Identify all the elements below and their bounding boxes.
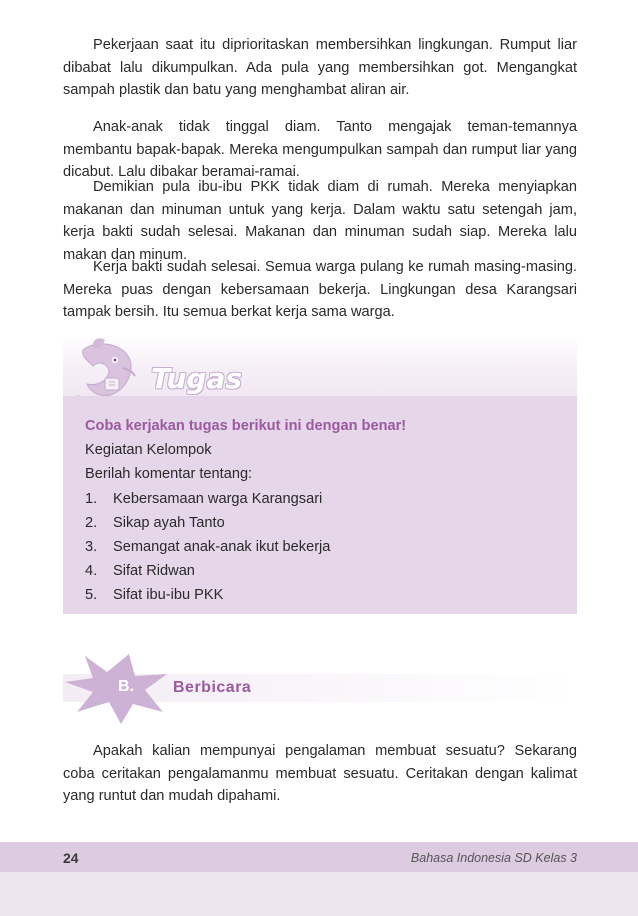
paragraph-1 (63, 34, 577, 102)
tugas-box (63, 396, 577, 614)
paragraph-3 (63, 176, 577, 266)
tugas-intro: Berilah komentar tentang: (85, 466, 253, 482)
tugas-item-number: 2. (85, 515, 98, 531)
paragraph-4 (63, 256, 577, 324)
paragraph-2 (63, 116, 577, 184)
paragraph-1-text: Pekerjaan saat itu diprioritaskan membersihkan lingkungan. Rumput liar dibabat lalu dikumpulkan. Ada pula yang membersihkan got. Mengangkat sampah plastik dan batu yang menghambat aliran air. (63, 37, 577, 99)
tugas-item-number: 1. (85, 491, 98, 507)
tugas-banner-label: Tugas (151, 362, 243, 395)
section-b-header (63, 652, 577, 724)
tugas-item (85, 563, 195, 579)
tugas-item-number: 4. (85, 563, 98, 579)
page-footer (0, 842, 638, 916)
tugas-item-text: Kebersamaan warga Karangsari (113, 491, 323, 507)
tugas-subtitle: Kegiatan Kelompok (85, 442, 212, 458)
tugas-item (85, 515, 225, 531)
tugas-item (85, 491, 322, 507)
footer-band-lower (0, 872, 638, 916)
tugas-item-text: Sifat Ridwan (113, 563, 195, 579)
tugas-item-text: Sifat ibu-ibu PKK (113, 587, 224, 603)
tugas-title: Coba kerjakan tugas berikut ini dengan benar! (85, 418, 407, 434)
paragraph-4-text: Kerja bakti sudah selesai. Semua warga pulang ke rumah masing-masing. Mereka puas dengan kebersamaan bekerja. Lingkungan desa Karangsari tampak bersih. Itu semua berkat kerja sama warga. (63, 259, 577, 321)
paragraph-2-text: Anak-anak tidak tinggal diam. Tanto mengajak teman-temannya membantu bapak-bapak. Mereka mengumpulkan sampah dan rumput liar yang dicabut. Lalu dibakar beramai-ramai. (63, 119, 577, 181)
tugas-item (85, 539, 330, 555)
tugas-item-text: Sikap ayah Tanto (113, 515, 225, 531)
section-b-letter: B. (118, 678, 134, 695)
tugas-item-text: Semangat anak-anak ikut bekerja (113, 539, 331, 555)
tugas-item-number: 5. (85, 587, 98, 603)
section-b-paragraph (63, 740, 577, 808)
paragraph-3-text: Demikian pula ibu-ibu PKK tidak diam di rumah. Mereka menyiapkan makanan dan minuman untuk yang kerja. Dalam waktu satu setengah jam, kerja bakti sudah selesai. Makanan dan minuman sudah siap. Mereka lalu makan dan minum. (63, 179, 577, 263)
section-b-title: Berbicara (173, 679, 252, 696)
book-title: Bahasa Indonesia SD Kelas 3 (410, 851, 577, 865)
page-number: 24 (63, 850, 79, 866)
tugas-item (85, 587, 223, 603)
section-b-paragraph-text: Apakah kalian mempunyai pengalaman membuat sesuatu? Sekarang coba ceritakan pengalamanmu membuat sesuatu. Ceritakan dengan kalimat yang runtut dan mudah dipahami. (63, 743, 577, 805)
tugas-item-number: 3. (85, 539, 98, 555)
